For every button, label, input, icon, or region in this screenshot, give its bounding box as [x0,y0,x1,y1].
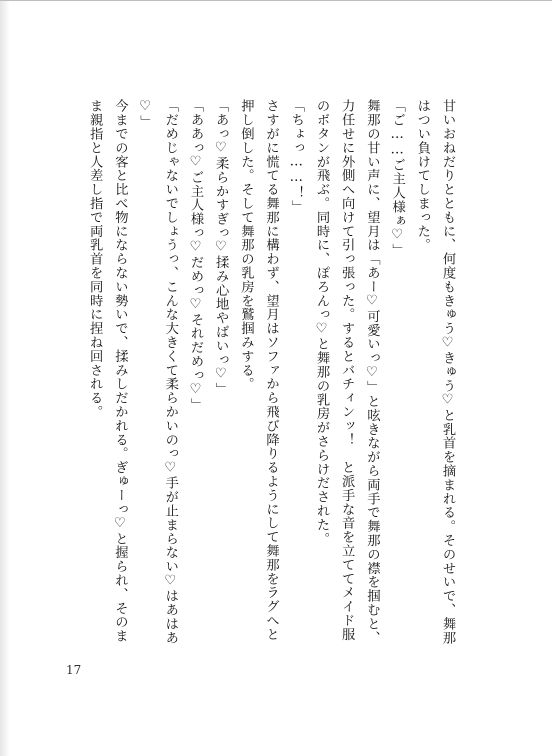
text-line: 今までの客と比べ物にならない勢いで、揉みしだかれる。ぎゅーっ♡と握られ、そのま [112,99,128,643]
text-line: 「ご……ご主人様ぁ♡」 [389,99,405,257]
text-line: 甘いおねだりとともに、何度もきゅう♡きゅう♡と乳首を摘まれる。そのせいで、舞那 [440,99,455,645]
text-line: はつい負けてしまった。 [414,99,430,252]
text-line: さすがに慌てる舞那に構わず、望月はソファから飛び降りるようにして舞那をラグへと [263,99,279,642]
text-line: 「あっ♡柔らかすぎっ♡揉み心地やばいっ♡」 [213,99,229,396]
text-line: 「ああっ♡ご主人様っ♡だめっ♡それだめっ♡」 [187,99,203,412]
text-line: 力任せに外側へ向けて引っ張った。するとバチィンッ！ と派手な音を立ててメイド服 [339,99,355,642]
text-line: ♡」 [137,99,153,129]
text-line: のボタンが飛ぶ。同時に、ぽろんっ♡と舞那の乳房がさらけだされた。 [313,99,329,546]
text-line: 「ちょっ……！」 [288,99,304,214]
page-gutter-shadow [0,1,10,756]
text-line: ま親指と人差し指で両乳首を同時に捏ね回される。 [87,99,103,419]
vertical-text-body [80,99,460,659]
text-line [80,99,82,659]
text-line: 舞那の甘い声に、望月は「あー♡可愛いっ♡」と呟きながら両手で舞那の襟を掴むと、 [364,99,380,645]
text-line: 「だめじゃないでしょうっ、こんな大きくて柔らかいのっ♡手が止まらない♡はあはあ [162,99,178,645]
page-number: 17 [66,663,82,677]
text-line: 押し倒した。そして舞那の乳房を鷲掴みする。 [238,99,254,391]
